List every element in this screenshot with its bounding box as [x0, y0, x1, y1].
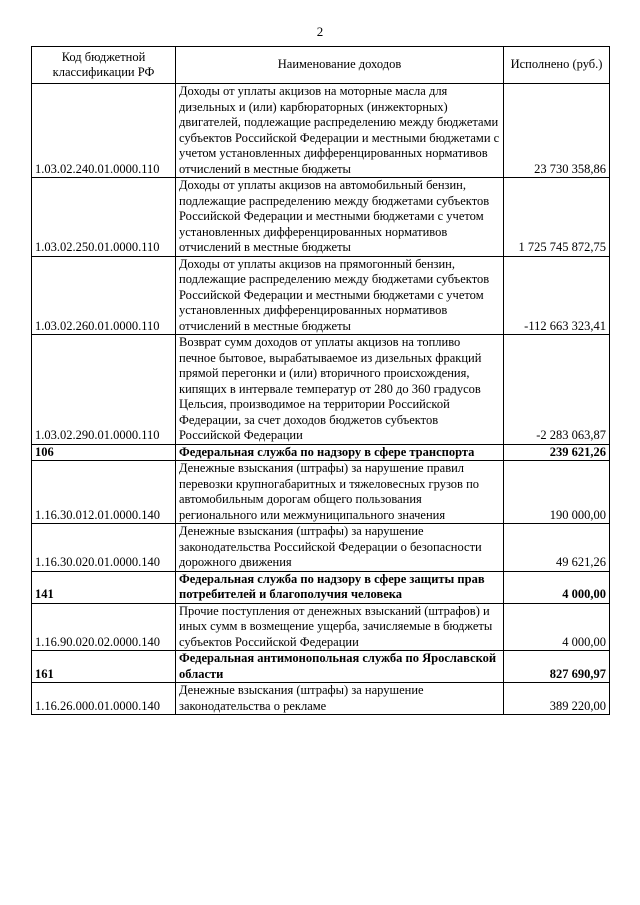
name-cell: Федеральная служба по надзору в сфере транспорта	[176, 444, 504, 461]
name-cell: Федеральная антимонопольная служба по Ярославской области	[176, 651, 504, 683]
amount-cell: 190 000,00	[504, 461, 610, 524]
name-cell: Доходы от уплаты акцизов на моторные масла для дизельных и (или) карбюраторных (инжекторных) двигателей, подлежащие распределению между бюджетами субъектов Российской Федерации и местными бюджетами с учетом установленных дифференцированных нормативов отчислений в местные бюджеты	[176, 84, 504, 178]
code-cell: 1.16.30.020.01.0000.140	[32, 524, 176, 572]
name-cell: Денежные взыскания (штрафы) за нарушение законодательства о рекламе	[176, 683, 504, 715]
amount-cell: 4 000,00	[504, 571, 610, 603]
name-cell: Федеральная служба по надзору в сфере защиты прав потребителей и благополучия человека	[176, 571, 504, 603]
name-cell: Денежные взыскания (штрафы) за нарушение законодательства Российской Федерации о безопасности дорожного движения	[176, 524, 504, 572]
table-row	[32, 178, 610, 257]
header-code: Код бюджетной классификации РФ	[32, 47, 176, 84]
name-cell: Прочие поступления от денежных взысканий (штрафов) и иных сумм в возмещение ущерба, зачисляемые в бюджеты субъектов Российской Федерации	[176, 603, 504, 651]
amount-cell: -112 663 323,41	[504, 256, 610, 335]
table-row	[32, 461, 610, 524]
code-cell: 1.03.02.250.01.0000.110	[32, 178, 176, 257]
amount-cell: 49 621,26	[504, 524, 610, 572]
code-cell: 106	[32, 444, 176, 461]
name-cell: Денежные взыскания (штрафы) за нарушение правил перевозки крупногабаритных и тяжеловесных грузов по автомобильным дорогам общего пользования регионального или межмуниципального значения	[176, 461, 504, 524]
section-row	[32, 444, 610, 461]
section-row	[32, 571, 610, 603]
code-cell: 1.03.02.240.01.0000.110	[32, 84, 176, 178]
code-cell: 1.16.26.000.01.0000.140	[32, 683, 176, 715]
income-table	[31, 46, 610, 715]
header-row	[32, 47, 610, 84]
amount-cell: 23 730 358,86	[504, 84, 610, 178]
amount-cell: 827 690,97	[504, 651, 610, 683]
amount-cell: -2 283 063,87	[504, 335, 610, 445]
amount-cell: 239 621,26	[504, 444, 610, 461]
code-cell: 161	[32, 651, 176, 683]
name-cell: Доходы от уплаты акцизов на автомобильный бензин, подлежащие распределению между бюджетами субъектов Российской Федерации и местными бюджетами с учетом установленных дифференцированных нормативов отчислений в местные бюджеты	[176, 178, 504, 257]
code-cell: 1.16.90.020.02.0000.140	[32, 603, 176, 651]
name-cell: Возврат сумм доходов от уплаты акцизов на топливо печное бытовое, вырабатываемое из дизельных фракций прямой перегонки и (или) вторичного происхождения, кипящих в интервале температур от 280 до 360 градусов Цельсия, производимое на территории Российской Федерации, за счет доходов бюджетов субъектов Российской Федерации	[176, 335, 504, 445]
header-amount: Исполнено (руб.)	[504, 47, 610, 84]
table-row	[32, 603, 610, 651]
code-cell: 1.03.02.260.01.0000.110	[32, 256, 176, 335]
table-body	[32, 84, 610, 715]
code-cell: 1.16.30.012.01.0000.140	[32, 461, 176, 524]
page-number: 2	[316, 24, 324, 39]
amount-cell: 4 000,00	[504, 603, 610, 651]
code-cell: 141	[32, 571, 176, 603]
header-name: Наименование доходов	[176, 47, 504, 84]
name-cell: Доходы от уплаты акцизов на прямогонный бензин, подлежащие распределению между бюджетами субъектов Российской Федерации и местными бюджетами с учетом установленных дифференцированных нормативов отчислений в местные бюджеты	[176, 256, 504, 335]
amount-cell: 1 725 745 872,75	[504, 178, 610, 257]
table-row	[32, 84, 610, 178]
section-row	[32, 651, 610, 683]
code-cell: 1.03.02.290.01.0000.110	[32, 335, 176, 445]
table-row	[32, 256, 610, 335]
table-row	[32, 335, 610, 445]
table-row	[32, 683, 610, 715]
table-header	[32, 47, 610, 84]
amount-cell: 389 220,00	[504, 683, 610, 715]
table-row	[32, 524, 610, 572]
